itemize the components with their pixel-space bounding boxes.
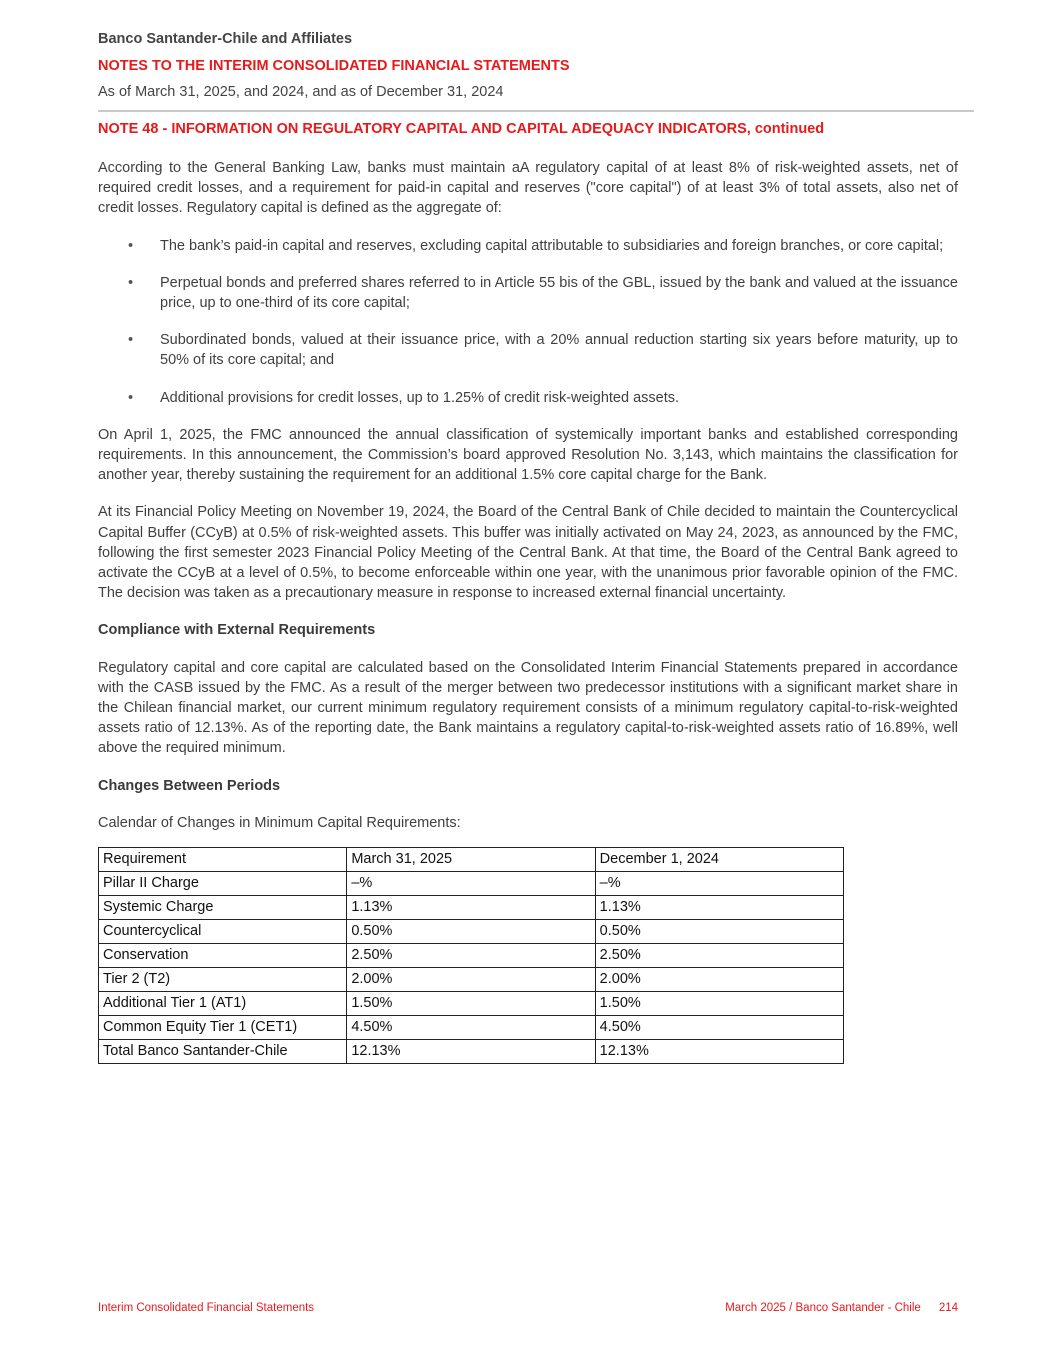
list-item-text: The bank’s paid-in capital and reserves, excluding capital attributable to subsidiaries and foreign branches, or core capital; bbox=[160, 237, 944, 254]
footer-source-text: March 2025 / Banco Santander - Chile bbox=[725, 1302, 921, 1314]
table-cell: 1.50% bbox=[347, 992, 595, 1016]
bullet-icon: • bbox=[128, 389, 134, 406]
table-cell: 1.50% bbox=[595, 992, 843, 1016]
table-cell: 2.50% bbox=[347, 944, 595, 968]
notes-title: NOTES TO THE INTERIM CONSOLIDATED FINANCIAL STATEMENTS bbox=[98, 58, 570, 74]
table-cell: 12.13% bbox=[347, 1040, 595, 1064]
table-header-cell: Requirement bbox=[99, 848, 347, 872]
table-row bbox=[99, 872, 844, 896]
table-header-cell: December 1, 2024 bbox=[595, 848, 843, 872]
fmc-paragraph: On April 1, 2025, the FMC announced the annual classification of systemically important banks and established corresponding requirements. In this announcement, the Commission’s board approved Resolution No. 3,143, which maintains the classification for another year, thereby sustaining the requirement for an additional 1.5% core capital charge for the Bank. bbox=[98, 426, 958, 484]
table-cell: 0.50% bbox=[347, 920, 595, 944]
bullet-icon: • bbox=[128, 332, 134, 349]
list-item-text: Subordinated bonds, valued at their issuance price, with a 20% annual reduction starting six years before maturity, up to 50% of its core capital; and bbox=[160, 332, 958, 369]
footer-source bbox=[725, 1302, 958, 1314]
table-cell: 1.13% bbox=[595, 896, 843, 920]
regulatory-capital-list bbox=[98, 236, 958, 408]
list-item bbox=[98, 273, 958, 313]
compliance-paragraph: Regulatory capital and core capital are calculated based on the Consolidated Interim Financial Statements prepared in accordance with the CASB issued by the FMC. As a result of the merger between two predecessor institutions with a significant market share in the Chilean financial market, our current minimum regulatory requirement consists of a minimum regulatory capital-to-risk-weighted assets ratio of 12.13%. As of the reporting date, the Bank maintains a regulatory capital-to-risk-weighted assets ratio of 16.89%, well above the required minimum. bbox=[98, 659, 958, 757]
as-of-date: As of March 31, 2025, and 2024, and as of December 31, 2024 bbox=[98, 84, 504, 100]
compliance-heading: Compliance with External Requirements bbox=[98, 622, 376, 639]
table-cell: Common Equity Tier 1 (CET1) bbox=[99, 1016, 347, 1040]
note-body bbox=[98, 158, 958, 1064]
table-row bbox=[99, 992, 844, 1016]
table-row bbox=[99, 1040, 844, 1064]
table-cell: 0.50% bbox=[595, 920, 843, 944]
table-cell: 2.50% bbox=[595, 944, 843, 968]
company-name: Banco Santander-Chile and Affiliates bbox=[98, 31, 353, 47]
ccyb-paragraph: At its Financial Policy Meeting on November 19, 2024, the Board of the Central Bank of Chile decided to maintain the Countercyclical Capital Buffer (CCyB) at 0.5% of risk-weighted assets. This buffer was initially activated on May 24, 2023, as announced by the FMC, following the first semester 2023 Financial Policy Meeting of the Central Bank. At that time, the Board of the Central Bank agreed to activate the CCyB at a level of 0.5%, to become enforceable within one year, with the unanimous prior favorable opinion of the FMC. The decision was taken as a precautionary measure in response to increased external financial uncertainty. bbox=[98, 504, 958, 602]
table-cell: 1.13% bbox=[347, 896, 595, 920]
table-cell: 2.00% bbox=[347, 968, 595, 992]
table-row bbox=[99, 968, 844, 992]
table-cell: Tier 2 (T2) bbox=[99, 968, 347, 992]
capital-requirements-table bbox=[98, 847, 844, 1064]
table-cell: –% bbox=[595, 872, 843, 896]
calendar-caption: Calendar of Changes in Minimum Capital Requirements: bbox=[98, 814, 461, 831]
table-cell: 4.50% bbox=[347, 1016, 595, 1040]
list-item bbox=[98, 330, 958, 370]
table-cell: Total Banco Santander-Chile bbox=[99, 1040, 347, 1064]
table-row bbox=[99, 896, 844, 920]
footer-document-title: Interim Consolidated Financial Statements bbox=[98, 1302, 315, 1314]
table-cell: 2.00% bbox=[595, 968, 843, 992]
list-item-text: Additional provisions for credit losses, up to 1.25% of credit risk-weighted assets. bbox=[160, 389, 680, 406]
changes-heading: Changes Between Periods bbox=[98, 777, 281, 794]
table-cell: 12.13% bbox=[595, 1040, 843, 1064]
table-cell: Systemic Charge bbox=[99, 896, 347, 920]
table-cell: –% bbox=[347, 872, 595, 896]
table-cell: 4.50% bbox=[595, 1016, 843, 1040]
bullet-icon: • bbox=[128, 274, 134, 291]
note-title: NOTE 48 - INFORMATION ON REGULATORY CAPITAL AND CAPITAL ADEQUACY INDICATORS, continued bbox=[98, 121, 825, 137]
page-number: 214 bbox=[938, 1302, 958, 1314]
table-header-row bbox=[99, 848, 844, 872]
table-cell: Conservation bbox=[99, 944, 347, 968]
list-item bbox=[98, 388, 958, 408]
table-cell: Pillar II Charge bbox=[99, 872, 347, 896]
header-divider bbox=[98, 110, 974, 112]
table-cell: Countercyclical bbox=[99, 920, 347, 944]
table-row bbox=[99, 920, 844, 944]
bullet-icon: • bbox=[128, 237, 134, 254]
list-item-text: Perpetual bonds and preferred shares referred to in Article 55 bis of the GBL, issued by the bank and valued at the issuance price, up to one-third of its core capital; bbox=[160, 274, 958, 312]
table-row bbox=[99, 944, 844, 968]
table-row bbox=[99, 1016, 844, 1040]
list-item bbox=[98, 236, 958, 256]
table-header-cell: March 31, 2025 bbox=[347, 848, 595, 872]
intro-paragraph: According to the General Banking Law, banks must maintain aA regulatory capital of at least 8% of risk-weighted assets, net of required credit losses, and a requirement for paid-in capital and reserves ("core capital") of at least 3% of total assets, also net of credit losses. Regulatory capital is defined as the aggregate of: bbox=[98, 160, 958, 217]
table-cell: Additional Tier 1 (AT1) bbox=[99, 992, 347, 1016]
